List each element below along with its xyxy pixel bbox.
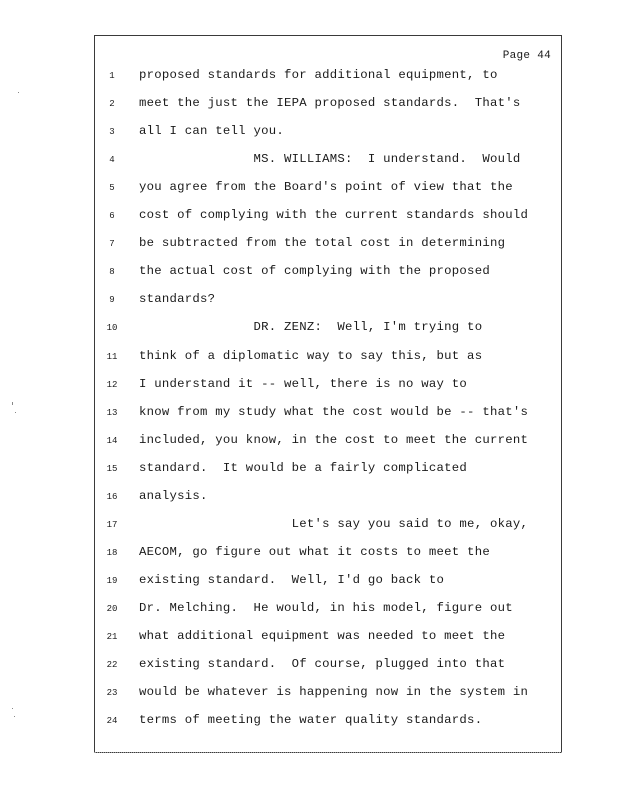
line-number: 20 [106, 603, 118, 614]
transcript-line [95, 433, 561, 451]
transcript-line [95, 68, 561, 86]
transcript-line [95, 629, 561, 647]
transcript-line [95, 292, 561, 310]
line-number: 22 [106, 660, 118, 671]
line-number: 13 [106, 407, 118, 418]
line-text: I understand it -- well, there is no way to [139, 376, 468, 391]
scan-speck [12, 708, 13, 709]
line-text: know from my study what the cost would be -- that's [139, 404, 529, 419]
line-text: DR. ZENZ: Well, I'm trying to [139, 320, 483, 335]
transcript-page [94, 35, 562, 753]
line-number: 9 [109, 295, 115, 306]
line-number: 7 [109, 239, 115, 250]
transcript-line [95, 573, 561, 591]
line-text: existing standard. Well, I'd go back to [139, 572, 445, 587]
line-text: existing standard. Of course, plugged into that [139, 657, 506, 672]
line-text: Dr. Melching. He would, in his model, figure out [139, 600, 513, 615]
line-number: 12 [106, 379, 118, 390]
line-text: you agree from the Board's point of view that the [139, 180, 513, 195]
line-number: 10 [106, 323, 118, 334]
line-number: 14 [106, 435, 118, 446]
transcript-line [95, 489, 561, 507]
line-text: included, you know, in the cost to meet the current [139, 432, 529, 447]
line-number: 2 [109, 99, 115, 110]
transcript-line [95, 685, 561, 703]
transcript-line [95, 264, 561, 282]
line-text: analysis. [139, 488, 208, 503]
line-number: 21 [106, 632, 118, 642]
transcript-line [95, 152, 561, 170]
transcript-line [95, 208, 561, 226]
transcript-line [95, 405, 561, 423]
transcript-line [95, 96, 561, 114]
line-number: 17 [106, 519, 118, 530]
line-number: 18 [106, 547, 118, 558]
line-text: proposed standards for additional equipment, to [139, 68, 498, 82]
transcript-line [95, 349, 561, 367]
line-number: 5 [109, 183, 115, 194]
line-text: meet the just the IEPA proposed standards. That's [139, 96, 521, 111]
line-text: think of a diplomatic way to say this, but as [139, 348, 483, 363]
scan-speck [18, 92, 19, 93]
transcript-line [95, 657, 561, 675]
line-text: what additional equipment was needed to meet the [139, 629, 506, 643]
page-number: Page 44 [502, 50, 551, 62]
line-text: be subtracted from the total cost in determining [139, 236, 506, 251]
transcript-line [95, 180, 561, 198]
line-text: Let's say you said to me, okay, [139, 516, 529, 531]
line-text: cost of complying with the current standards should [139, 208, 529, 223]
transcript-line [95, 320, 561, 338]
line-text: terms of meeting the water quality standards. [139, 713, 483, 728]
transcript-line [95, 713, 561, 731]
line-text: the actual cost of complying with the proposed [139, 264, 490, 279]
line-number: 4 [109, 155, 115, 166]
line-number: 8 [109, 267, 115, 278]
transcript-line [95, 236, 561, 254]
line-number: 3 [109, 127, 115, 138]
scan-edge-line [94, 752, 562, 755]
scan-speck [14, 716, 15, 717]
transcript-line [95, 124, 561, 142]
line-text: all I can tell you. [139, 124, 284, 139]
transcript-line [95, 517, 561, 535]
line-number: 19 [106, 575, 118, 586]
line-text: MS. WILLIAMS: I understand. Would [139, 152, 521, 167]
transcript-line [95, 377, 561, 395]
line-text: standard. It would be a fairly complicated [139, 460, 468, 475]
transcript-line [95, 545, 561, 563]
line-number: 11 [106, 351, 118, 362]
transcript-line [95, 461, 561, 479]
transcript-line [95, 601, 561, 619]
line-text: AECOM, go figure out what it costs to meet the [139, 544, 490, 559]
line-number: 24 [106, 716, 118, 727]
scan-speck [15, 412, 16, 413]
line-number: 23 [106, 688, 118, 699]
line-number: 15 [106, 463, 118, 474]
line-text: standards? [139, 292, 216, 307]
scan-speck [12, 402, 13, 405]
line-text: would be whatever is happening now in the system in [139, 685, 529, 700]
line-number: 6 [109, 211, 115, 222]
line-number: 1 [109, 71, 115, 81]
line-number: 16 [106, 491, 118, 502]
